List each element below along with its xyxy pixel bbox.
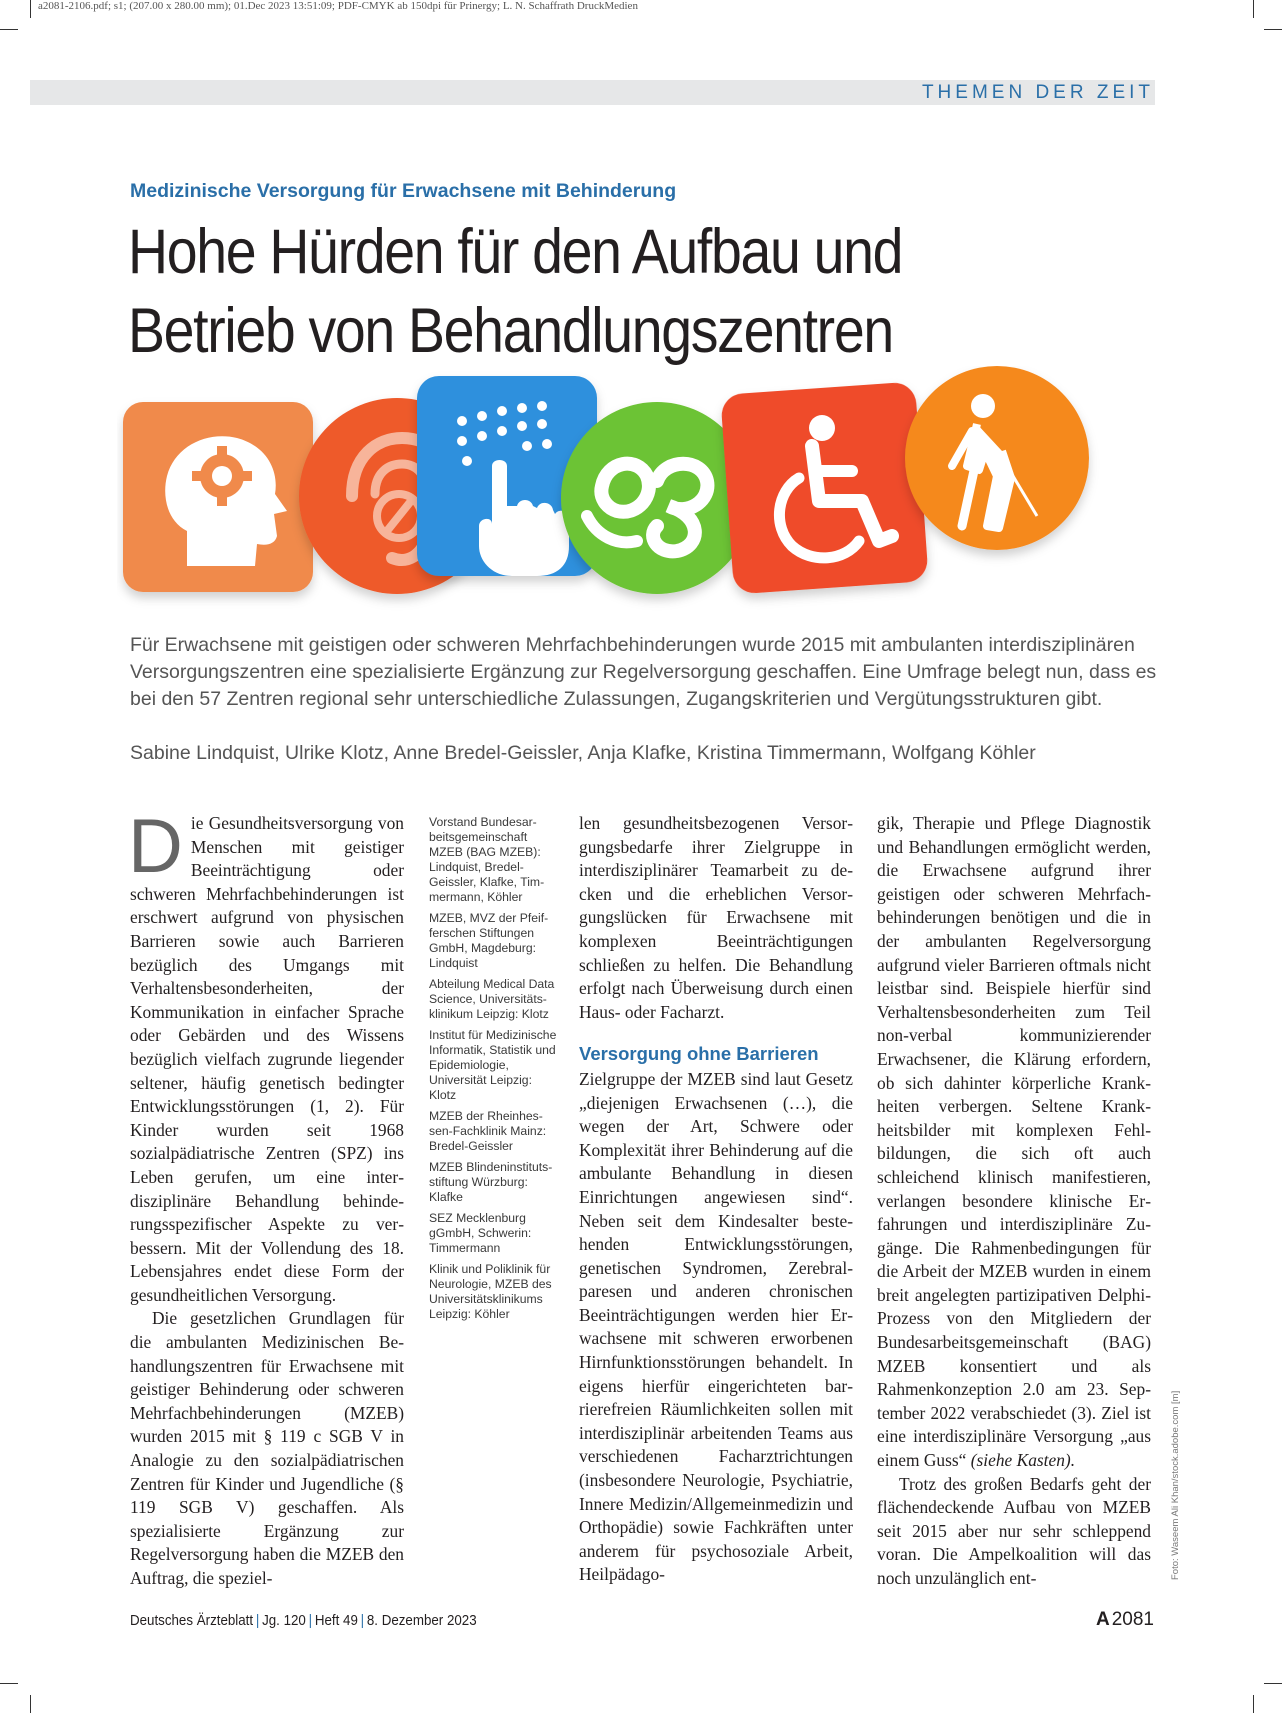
footer-citation — [130, 1613, 477, 1629]
section-label: THEMEN DER ZEIT — [921, 82, 1154, 103]
affiliation-item: SEZ Mecklenburg gGmbH, Schwerin: Timmermann — [429, 1211, 532, 1255]
page-prefix: A — [1095, 1609, 1110, 1630]
wheelchair-icon — [720, 381, 928, 594]
body-paragraph — [877, 812, 1151, 1473]
head-gear-icon — [123, 402, 313, 592]
journal-issue: Heft 49 — [314, 1613, 358, 1629]
body-paragraph: Die gesetzlichen Grundlagen für die ambulanten Medizinischen Behandlungszentren für Erwachsene mit geistiger Behinderung oder schweren Mehrfachbehinderungen (MZEB) wurden 2015 mit § 119 c SGB V in Analogie zu den sozialpädiatrischen Zentren für Kinder und Jugendliche (§ 119 SGB V) geschaffen. Als spezialisierte Ergänzung zur Regelversorgung haben die MZEB den Auftrag, die speziel- — [130, 1308, 404, 1588]
footer-separator: | — [308, 1613, 313, 1629]
journal-name: Deutsches Ärzteblatt — [130, 1613, 254, 1629]
affiliation-item: Abteilung Medical Data Science, Universitätsklinikum Leipzig: Klotz — [429, 977, 555, 1021]
photo-credit: Foto: Waseem Ali Khan/stock.adobe.com [m] — [1170, 1390, 1181, 1580]
crop-mark-top-left-v — [30, 0, 31, 18]
crop-mark-top-right-h — [1264, 29, 1282, 30]
paragraph-text: gik, Therapie und Pflege Diagnostik und Behandlungen ermöglicht werden, die Erwachsene aufgrund ihrer geistigen oder schweren Mehrfachbehinderungen benötigen und die in der ambulanten Regelversorgung aufgrund vieler Barrieren oftmals nicht leistbar sind. Beispiele hierfür sind Verhaltensbesonderheiten zum Teil non-verbal kommunizierender Erwachsener, die Klärung erfordern, ob sich dahinter körperliche Krankheiten verbergen. Seltene Krankheitsbilder mit komplexen Fehlbildungen, die sich oft auch schleichend klinisch manifestieren, verlangen besondere klinische Erfahrungen und interdisziplinäre Zugänge. Die Rahmenbedingungen für die Arbeit der MZEB wurden in einem breit angelegten partizipativen Delphi-Prozess von den Mitgliedern der Bundesarbeitsgemeinschaft (BAG) MZEB konsentiert und als Rahmenkonzeption 2.0 am 23. September 2022 verabschiedet (3). Ziel ist eine interdisziplinäre Versorgung „aus einem Guss“ — [877, 813, 1151, 1471]
crop-mark-bottom-left-h — [0, 1683, 18, 1684]
body-column-3 — [579, 812, 853, 1587]
body-paragraph — [128, 804, 404, 1307]
body-column-1 — [128, 804, 404, 1591]
headline-line-2: Betrieb von Behandlungszentren — [128, 296, 893, 366]
headline — [128, 213, 1043, 371]
crop-mark-bottom-left-v — [30, 1695, 31, 1713]
body-column-4 — [877, 812, 1151, 1591]
authors-line: Sabine Lindquist, Ulrike Klotz, Anne Bredel-Geissler, Anja Klafke, Kristina Timmermann, Wolfgang Köhler — [130, 742, 1036, 764]
page-number — [1096, 1609, 1154, 1631]
affiliation-item: MZEB Blindeninstitutsstiftung Würzburg: Klafke — [429, 1160, 553, 1204]
affiliation-item: Institut für Medizinische Informatik, Statistik und Epidemiologie, Universität Leipzig: Klotz — [429, 1028, 557, 1102]
affiliation-item: Klinik und Poliklinik für Neurologie, MZEB des Universitätsklinikums Leipzig: Köhler — [429, 1262, 552, 1321]
affiliation-item: MZEB der Rheinhessen-Fachklinik Mainz: Bredel-Geissler — [429, 1109, 547, 1153]
paragraph-text: ie Gesundheitsversorgung von Menschen mit geistiger Beeinträchtigung oder schweren Mehrfachbehinderungen ist erschwert aufgrund von physischen Barrieren sowie auch Barrieren bezüglich des Umgangs mit Verhaltensbesonderheiten, der Kommunikation in einfacher Sprache oder Gebärden und des Wissens bezüglich vielfach zugrunde liegender seltener, häufig genetisch bedingter Entwicklungsstörungen (1, 2). Für Kinder wurden seit 1968 sozialpädiatrische Zentren (SPZ) ins Leben gerufen, um eine interdisziplinäre Behandlung behinderungsspezifischer Aspekte zu verbessern. Mit der Vollendung des 18. Lebensjahres endet diese Form der gesundheitlichen Versorgung. — [130, 813, 404, 1305]
journal-date: 8. Dezember 2023 — [366, 1613, 477, 1629]
crop-mark-bottom-right-v — [1253, 1695, 1254, 1713]
body-paragraph: len gesundheitsbezogenen Versorgungsbedarfe ihrer Zielgruppe in interdisziplinärer Teamarbeit zu decken und die erheblichen Versorgungslücken für Erwachsene mit komplexen Beeinträchtigungen schließen zu helfen. Die Behandlung erfolgt nach Überweisung durch einen Haus- oder Facharzt. — [579, 813, 853, 1022]
kicker: Medizinische Versorgung für Erwachsene mit Behinderung — [130, 180, 677, 202]
affiliations-column — [429, 815, 560, 1328]
box-reference: (siehe Kasten). — [970, 1450, 1076, 1471]
crop-mark-top-right-v — [1253, 0, 1254, 18]
crop-mark-top-left-h — [0, 29, 18, 30]
print-info: a2081-2106.pdf; s1; (207.00 x 280.00 mm); 01.Dec 2023 13:51:09; PDF-CMYK ab 150dpi für Prinergy; L. N. Schaffrath DruckMedien — [38, 0, 638, 12]
journal-volume: Jg. 120 — [262, 1613, 306, 1629]
blind-walking-icon — [905, 366, 1089, 550]
footer-separator: | — [255, 1613, 260, 1629]
affiliation-item: MZEB, MVZ der Pfeifferschen Stiftungen GmbH, Magdeburg: Lindquist — [429, 911, 549, 970]
headline-line-1: Hohe Hürden für den Aufbau und — [128, 217, 903, 287]
lead-paragraph: Für Erwachsene mit geistigen oder schweren Mehrfachbehinderungen wurde 2015 mit ambulanten interdisziplinären Versorgungszentren eine spezialisierte Ergänzung zur Regelversorgung geschaffen. Eine Umfrage belegt nun, dass es bei den 57 Zentren regional sehr unterschiedliche Zulassungen, Zugangskriterien und Vergütungsstrukturen gibt. — [130, 634, 1157, 710]
page-number-value: 2081 — [1111, 1609, 1154, 1630]
footer-separator: | — [360, 1613, 365, 1629]
body-paragraph: Zielgruppe der MZEB sind laut Gesetz „diejenigen Erwachsenen (…), die wegen der Art, Schwere oder Komplexität ihrer Behinderung auf die ambulante Behandlung in diesen Einrichtungen angewiesen sind“. Neben seit dem Kindesalter bestehenden Entwicklungsstörungen, genetischen Syndromen, Zerebralparesen und anderen chronischen Beeinträchtigungen werden hier Erwachsene mit schweren erworbenen Hirnfunktionsstörungen behandelt. In eigens hierfür eingerichteten barrierefreien Räumlichkeiten sollen mit interdisziplinär arbeitenden Teams aus verschiedenen Facharztrichtungen (insbesondere Neurologie, Psychiatrie, Innere Medizin/Allgemeinmedizin und Orthopädie) sowie Fachkräften unter anderem für psychosoziale Arbeit, Heilpädago- — [579, 1068, 853, 1585]
hero-illustration — [117, 366, 1167, 616]
affiliation-item: Vorstand Bundesarbeitsgemeinschaft MZEB (BAG MZEB): Lindquist, Bredel-Geissler, Klafke, Timmermann, Köhler — [429, 815, 545, 904]
subheading: Versorgung ohne Barrieren — [579, 1043, 819, 1065]
drop-cap: D — [128, 804, 183, 889]
body-paragraph: Trotz des großen Bedarfs geht der flächendeckende Aufbau von MZEB seit 2015 aber nur sehr schleppend voran. Die Ampelkoalition will das noch unzulänglich ent- — [877, 1473, 1151, 1588]
crop-mark-bottom-right-h — [1264, 1683, 1282, 1684]
